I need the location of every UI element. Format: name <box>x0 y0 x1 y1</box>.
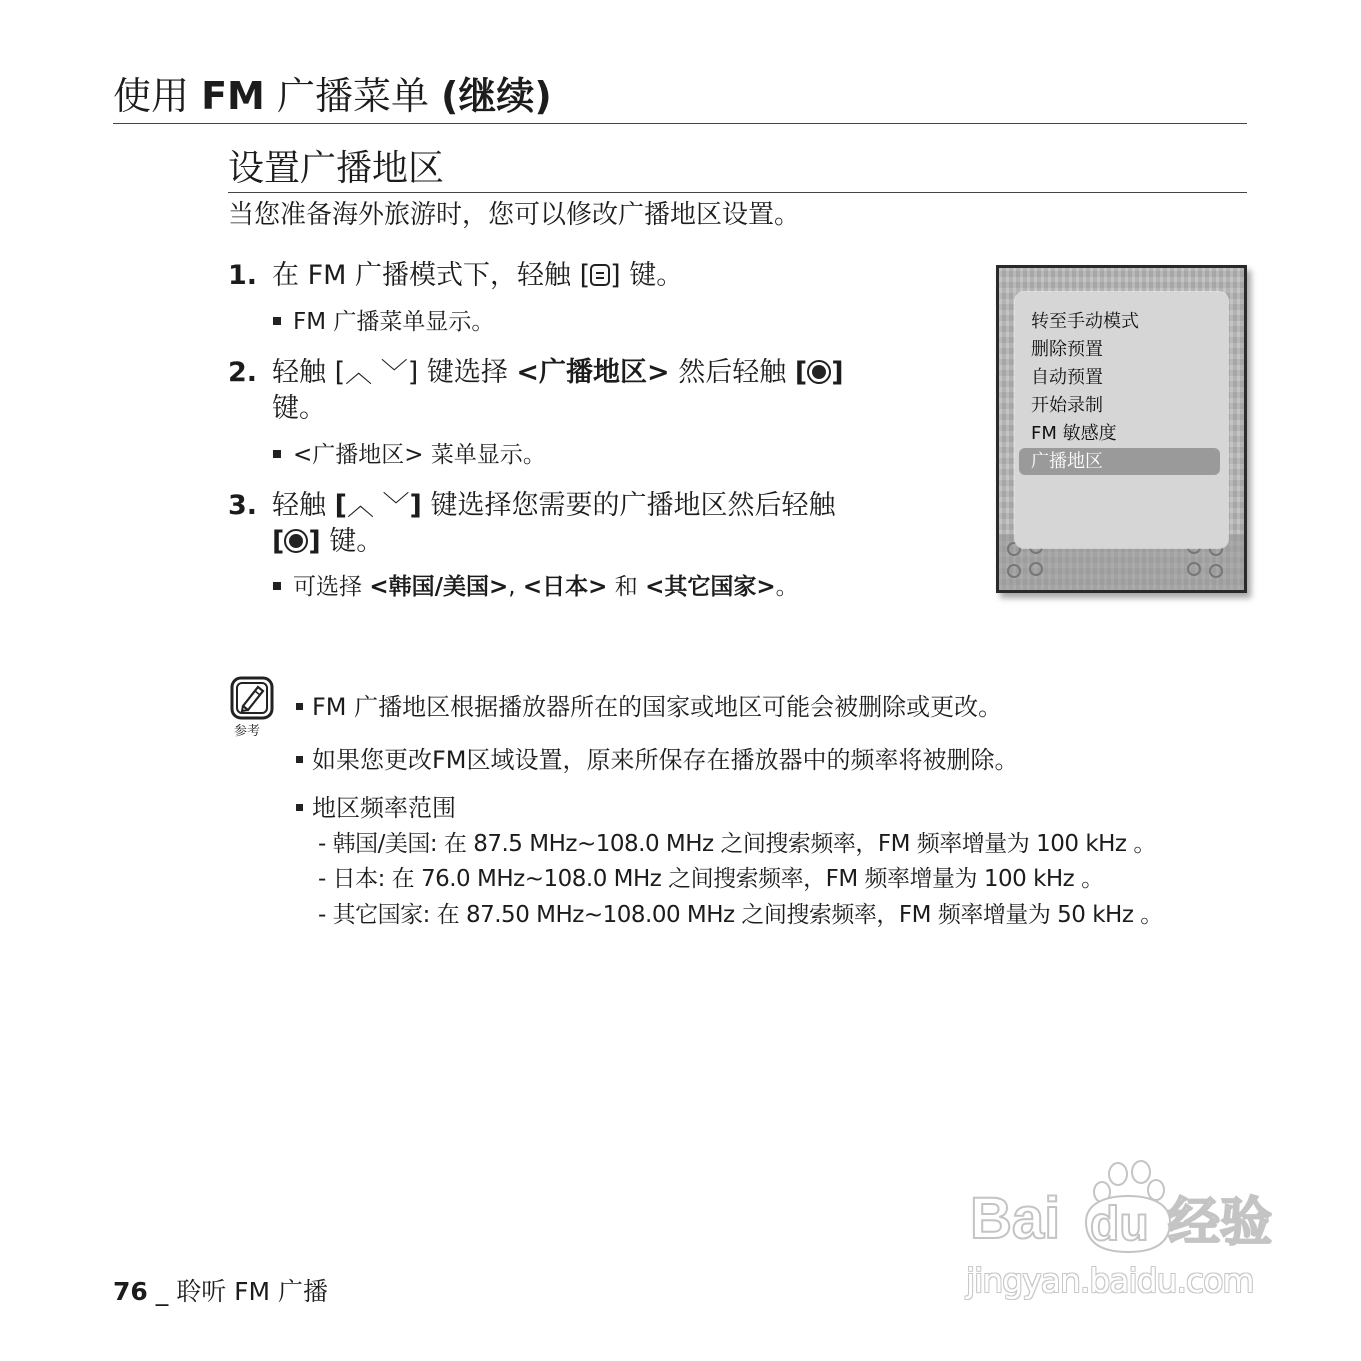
decor-ring-icon <box>1187 562 1201 576</box>
menu-key-icon <box>590 264 610 286</box>
bullet-square-icon <box>296 756 303 763</box>
step-2-text-line2: 键。 <box>272 393 326 424</box>
up-down-arrows-icon: ︿ ﹀ <box>345 357 408 389</box>
step-1-number: 1. <box>228 260 258 291</box>
range-japan: - 日本: 在 76.0 MHz~108.0 MHz 之间搜索频率，FM 频率增量为 100 kHz 。 <box>318 866 1104 892</box>
device-screen <box>996 265 1247 593</box>
menu-item-manual-mode[interactable]: 转至手动模式 <box>1031 311 1139 332</box>
svg-text:du: du <box>1090 1198 1149 1251</box>
decor-ring-icon <box>1007 564 1021 578</box>
menu-item-fm-region[interactable]: 广播地区 <box>1019 448 1220 475</box>
svg-text:经验: 经验 <box>1168 1193 1273 1253</box>
menu-item-start-recording[interactable]: 开始录制 <box>1031 395 1103 416</box>
up-down-arrows-icon: ︿ ﹀ <box>346 490 410 522</box>
step-2-text: 轻触 [︿ ﹀] 键选择 <广播地区> 然后轻触 [ ] <box>272 355 844 392</box>
note-bullet-2: 如果您更改FM区域设置，原来所保存在播放器中的频率将被删除。 <box>296 743 1019 777</box>
fm-menu-panel <box>1015 292 1228 548</box>
note-pencil-icon <box>230 676 274 720</box>
decor-ring-icon <box>1029 562 1043 576</box>
range-other-countries: - 其它国家: 在 87.50 MHz~108.00 MHz 之间搜索频率，FM 频率增量为 50 kHz 。 <box>318 902 1163 928</box>
watermark-url: jingyan.baidu.com <box>966 1261 1254 1300</box>
page-title: 使用 FM 广播菜单 (继续) <box>113 74 552 118</box>
step-3-number: 3. <box>228 490 258 521</box>
bullet-square-icon <box>296 804 303 811</box>
range-korea-usa: - 韩国/美国: 在 87.5 MHz~108.0 MHz 之间搜索频率，FM 频率增量为 100 kHz 。 <box>318 831 1156 857</box>
section-divider <box>228 192 1247 193</box>
menu-item-fm-sensitivity[interactable]: FM 敏感度 <box>1031 423 1117 444</box>
bullet-square-icon <box>273 450 281 458</box>
bullet-square-icon <box>296 703 303 710</box>
baidu-jingyan-watermark-logo <box>968 1160 1276 1260</box>
select-key-icon <box>807 360 831 384</box>
step-1-bullet: FM 广播菜单显示。 <box>273 306 494 338</box>
bullet-square-icon <box>273 317 281 325</box>
step-3-text: 轻触 [︿ ﹀] 键选择您需要的广播地区然后轻触 <box>272 488 835 525</box>
page-footer: 76 _ 聆听 FM 广播 <box>113 1277 329 1306</box>
step-1-text: 在 FM 广播模式下，轻触 [ ] 键。 <box>272 260 684 291</box>
step-3-text-line2: [ ] 键。 <box>272 526 384 557</box>
step-3-bullet: 可选择 <韩国/美国>, <日本> 和 <其它国家>。 <box>273 571 799 603</box>
step-2-number: 2. <box>228 357 258 388</box>
note-icon-label: 参考 <box>234 724 261 739</box>
note-bullet-3: 地区频率范围 <box>296 791 456 825</box>
step-2-bullet: <广播地区> 菜单显示。 <box>273 439 546 471</box>
menu-item-delete-preset[interactable]: 删除预置 <box>1031 339 1103 360</box>
section-intro: 当您准备海外旅游时，您可以修改广播地区设置。 <box>228 200 801 230</box>
svg-text:Bai: Bai <box>970 1186 1061 1251</box>
bullet-square-icon <box>273 582 281 590</box>
menu-item-auto-preset[interactable]: 自动预置 <box>1031 367 1103 388</box>
section-title: 设置广播地区 <box>228 148 445 189</box>
title-divider <box>113 123 1247 124</box>
select-key-icon <box>284 529 308 553</box>
note-bullet-1: FM 广播地区根据播放器所在的国家或地区可能会被删除或更改。 <box>296 690 1002 724</box>
decor-ring-icon <box>1209 564 1223 578</box>
